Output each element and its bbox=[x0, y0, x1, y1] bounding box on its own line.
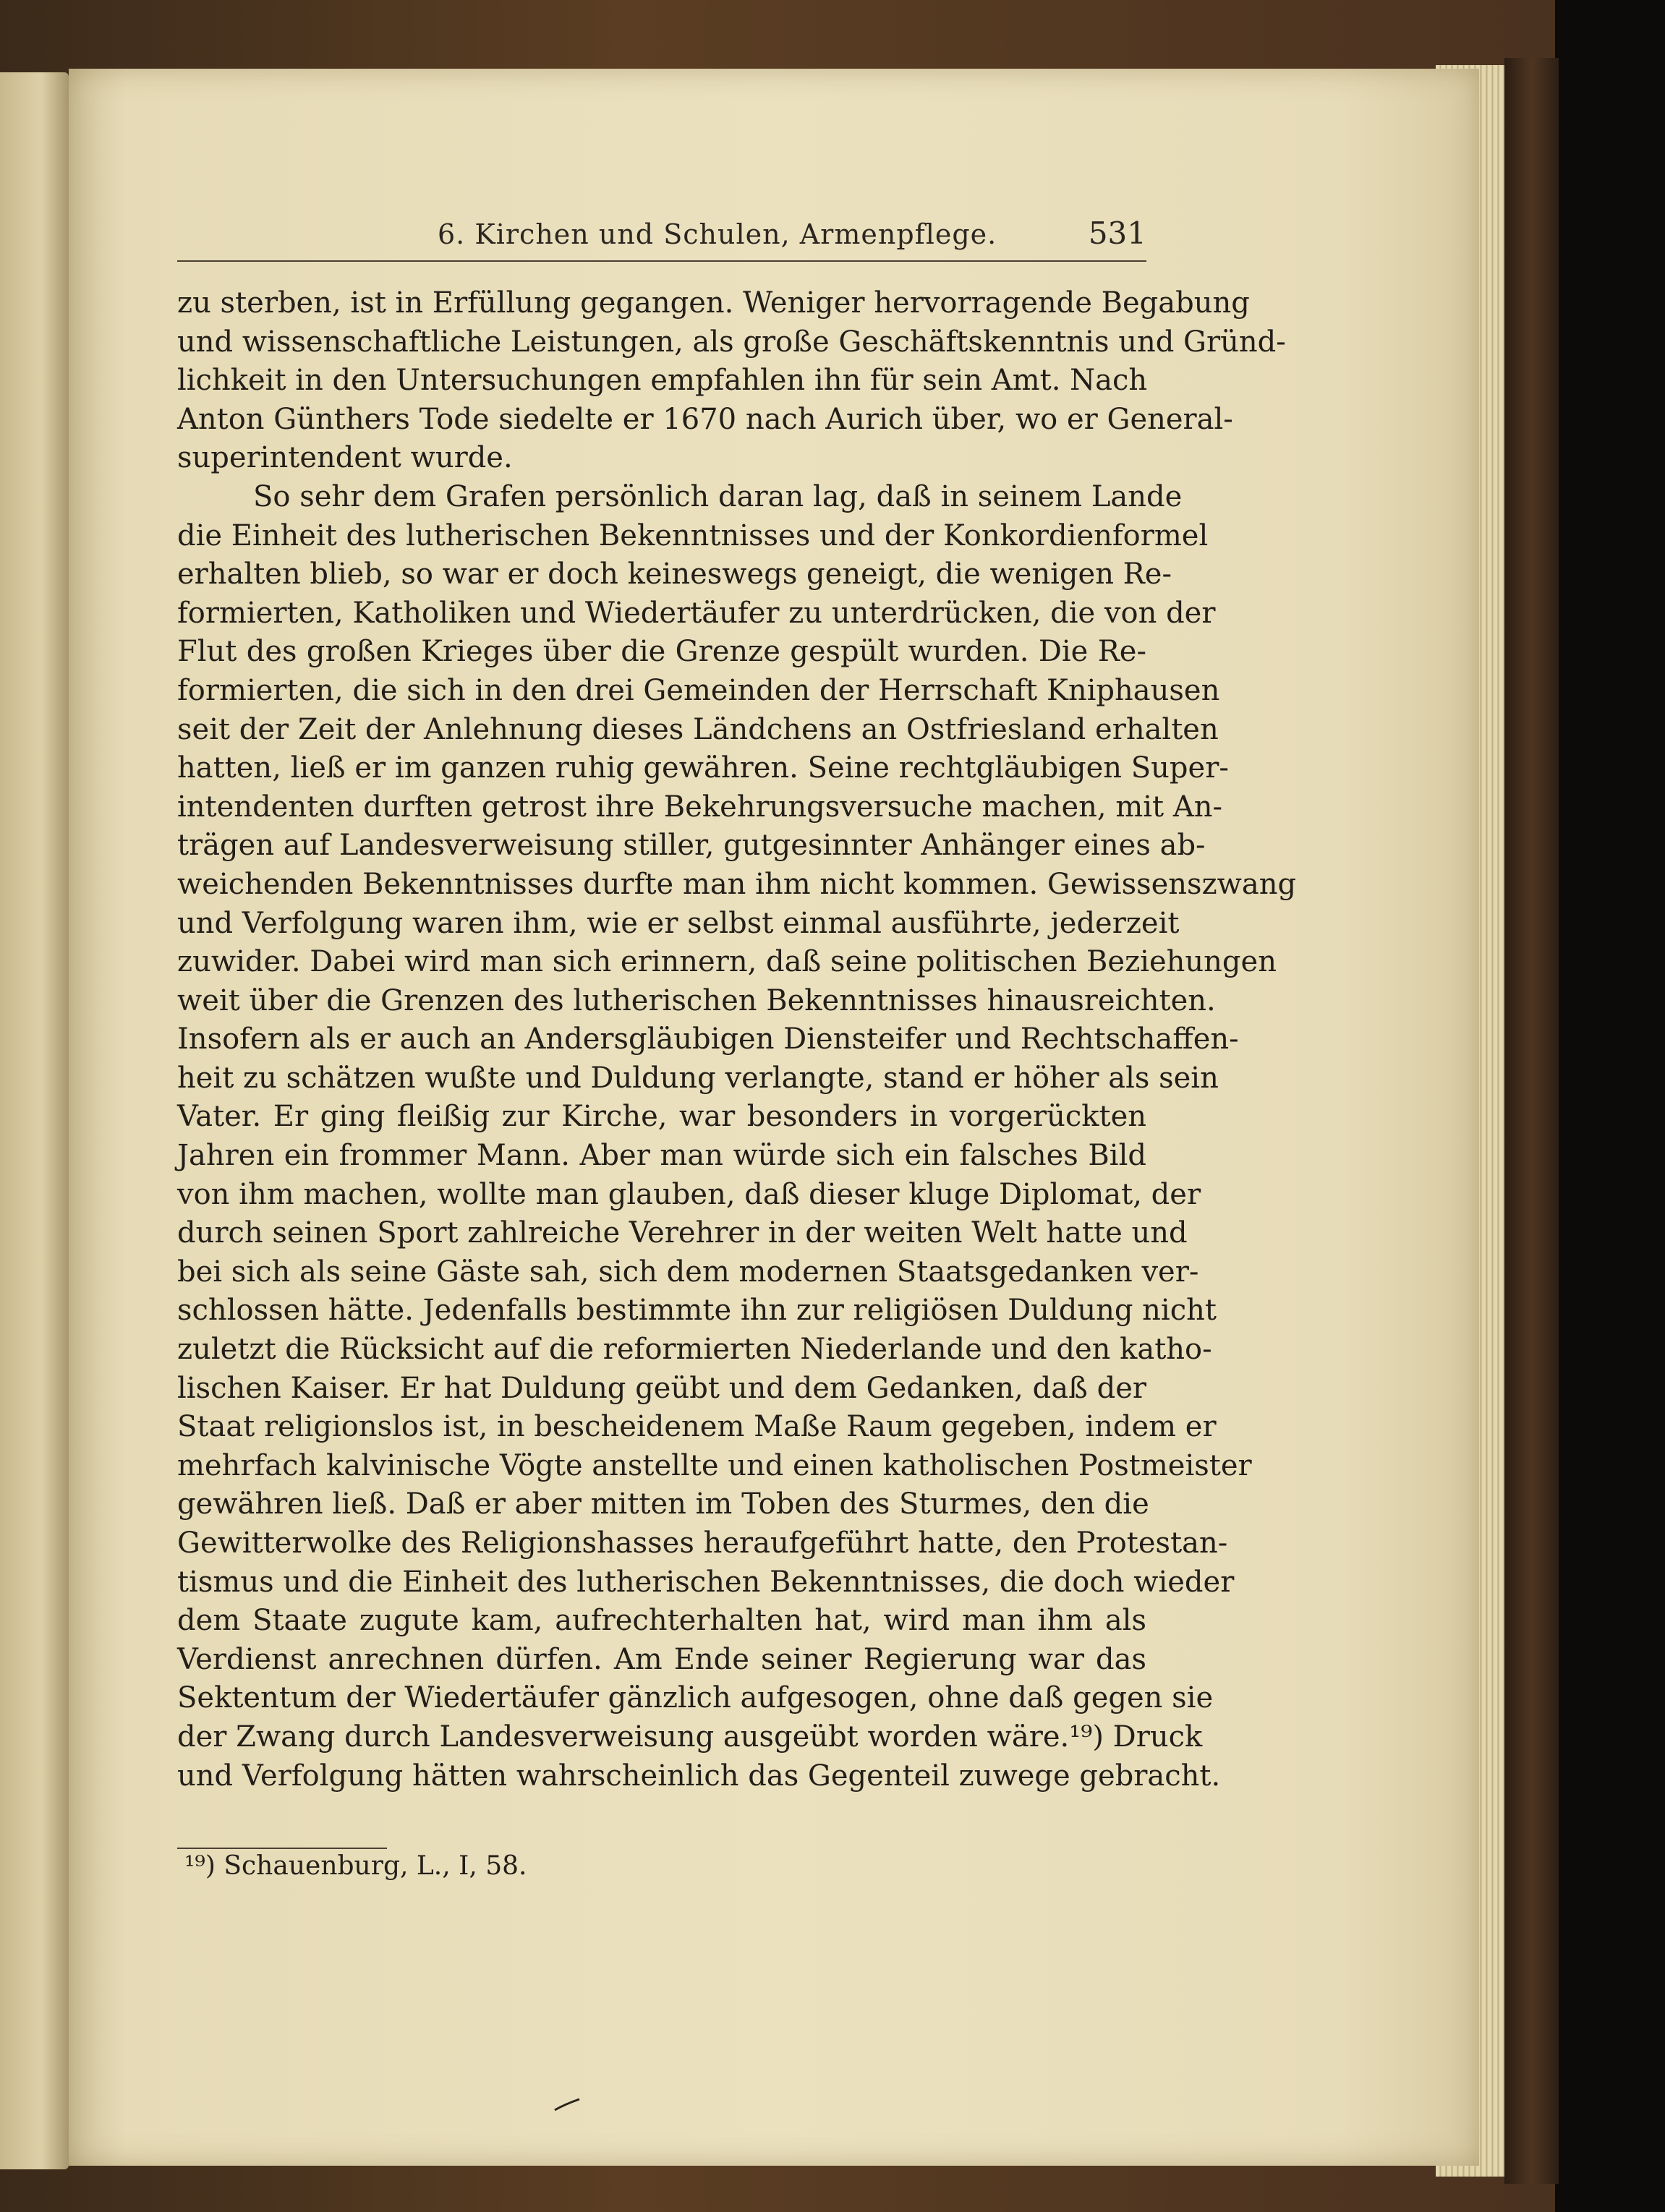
text-line: lichkeit in den Untersuchungen empfahlen ihn für sein Amt. Nach bbox=[177, 364, 1148, 398]
text-line: von ihm machen, wollte man glauben, daß dieser kluge Diplomat, der bbox=[177, 1177, 1201, 1211]
text-line: trägen auf Landesverweisung stiller, gutgesinnter Anhänger eines ab- bbox=[177, 829, 1206, 863]
text-line: die Einheit des lutherischen Bekenntnisses und der Konkordienformel bbox=[177, 518, 1209, 552]
footnote: ¹⁹) Schauenburg, L., I, 58. bbox=[184, 1851, 527, 1881]
text-line: Gewitterwolke des Religionshasses heraufgeführt hatte, den Protestan- bbox=[177, 1526, 1228, 1560]
text-line: Flut des großen Krieges über die Grenze gespült wurden. Die Re- bbox=[177, 635, 1146, 669]
book-board bbox=[1504, 58, 1559, 2184]
text-line: Staat religionslos ist, in bescheidenem Maße Raum gegeben, indem er bbox=[177, 1410, 1217, 1444]
text-line: Sektentum der Wiedertäufer gänzlich aufgesogen, ohne daß gegen sie bbox=[177, 1681, 1214, 1715]
text-line: Vater. Er ging fleißig zur Kirche, war besonders in vorgerückten bbox=[177, 1100, 1146, 1134]
text-line: heit zu schätzen wußte und Duldung verlangte, stand er höher als sein bbox=[177, 1061, 1219, 1095]
text-line: der Zwang durch Landesverweisung ausgeübt worden wäre.¹⁹) Druck bbox=[177, 1720, 1203, 1754]
text-line: und Verfolgung hätten wahrscheinlich das Gegenteil zuwege gebracht. bbox=[177, 1759, 1221, 1793]
text-line: formierten, die sich in den drei Gemeinden der Herrschaft Kniphausen bbox=[177, 673, 1220, 707]
facing-page-edge bbox=[0, 72, 69, 2169]
text-line: zu sterben, ist in Erfüllung gegangen. Weniger hervorragende Begabung bbox=[177, 286, 1250, 320]
text-line: erhalten blieb, so war er doch keineswegs geneigt, die wenigen Re- bbox=[177, 558, 1172, 592]
text-line: seit der Zeit der Anlehnung dieses Ländchens an Ostfriesland erhalten bbox=[177, 712, 1219, 746]
text-line: hatten, ließ er im ganzen ruhig gewähren. Seine rechtgläubigen Super- bbox=[177, 751, 1229, 785]
text-line: Insofern als er auch an Andersgläubigen Diensteifer und Rechtschaffen- bbox=[177, 1022, 1239, 1056]
running-header bbox=[177, 210, 1146, 262]
text-line: und wissenschaftliche Leistungen, als große Geschäftskenntnis und Gründ- bbox=[177, 325, 1286, 359]
page-number: 531 bbox=[1088, 215, 1146, 251]
text-line: Jahren ein frommer Mann. Aber man würde sich ein falsches Bild bbox=[177, 1139, 1146, 1173]
text-line: Anton Günthers Tode siedelte er 1670 nach Aurich über, wo er General- bbox=[177, 402, 1233, 436]
text-line: dem Staate zugute kam, aufrechterhalten hat, wird man ihm als bbox=[177, 1604, 1146, 1638]
text-line: zuletzt die Rücksicht auf die reformierten Niederlande und den katho- bbox=[177, 1333, 1212, 1367]
text-line: lischen Kaiser. Er hat Duldung geübt und dem Gedanken, daß der bbox=[177, 1371, 1146, 1405]
text-line: gewähren ließ. Daß er aber mitten im Toben des Sturmes, den die bbox=[177, 1487, 1149, 1521]
text-line: weichenden Bekenntnisses durfte man ihm nicht kommen. Gewissenszwang bbox=[177, 867, 1297, 901]
body-text bbox=[177, 284, 1297, 1795]
text-line: tismus und die Einheit des lutherischen Bekenntnisses, die doch wieder bbox=[177, 1565, 1235, 1599]
text-line: mehrfach kalvinische Vögte anstellte und einen katholischen Postmeister bbox=[177, 1448, 1252, 1482]
text-line: weit über die Grenzen des lutherischen Bekenntnisses hinausreichten. bbox=[177, 983, 1216, 1017]
text-line: schlossen hätte. Jedenfalls bestimmte ihn zur religiösen Duldung nicht bbox=[177, 1294, 1217, 1328]
text-line: superintendent wurde. bbox=[177, 441, 513, 475]
text-line: So sehr dem Grafen persönlich daran lag, daß in seinem Lande bbox=[253, 479, 1183, 513]
text-line: formierten, Katholiken und Wiedertäufer zu unterdrücken, die von der bbox=[177, 596, 1216, 630]
pen-mark bbox=[553, 2097, 582, 2111]
chapter-title: 6. Kirchen und Schulen, Armenpflege. bbox=[438, 218, 997, 250]
text-line: zuwider. Dabei wird man sich erinnern, daß seine politischen Beziehungen bbox=[177, 945, 1277, 979]
text-line: intendenten durften getrost ihre Bekehrungsversuche machen, mit An- bbox=[177, 790, 1222, 824]
footnote-rule bbox=[177, 1848, 387, 1849]
text-line: bei sich als seine Gäste sah, sich dem modernen Staatsgedanken ver- bbox=[177, 1255, 1199, 1289]
text-line: und Verfolgung waren ihm, wie er selbst einmal ausführte, jederzeit bbox=[177, 906, 1180, 940]
text-line: Verdienst anrechnen dürfen. Am Ende seiner Regierung war das bbox=[177, 1642, 1146, 1676]
text-line: durch seinen Sport zahlreiche Verehrer in der weiten Welt hatte und bbox=[177, 1216, 1188, 1250]
